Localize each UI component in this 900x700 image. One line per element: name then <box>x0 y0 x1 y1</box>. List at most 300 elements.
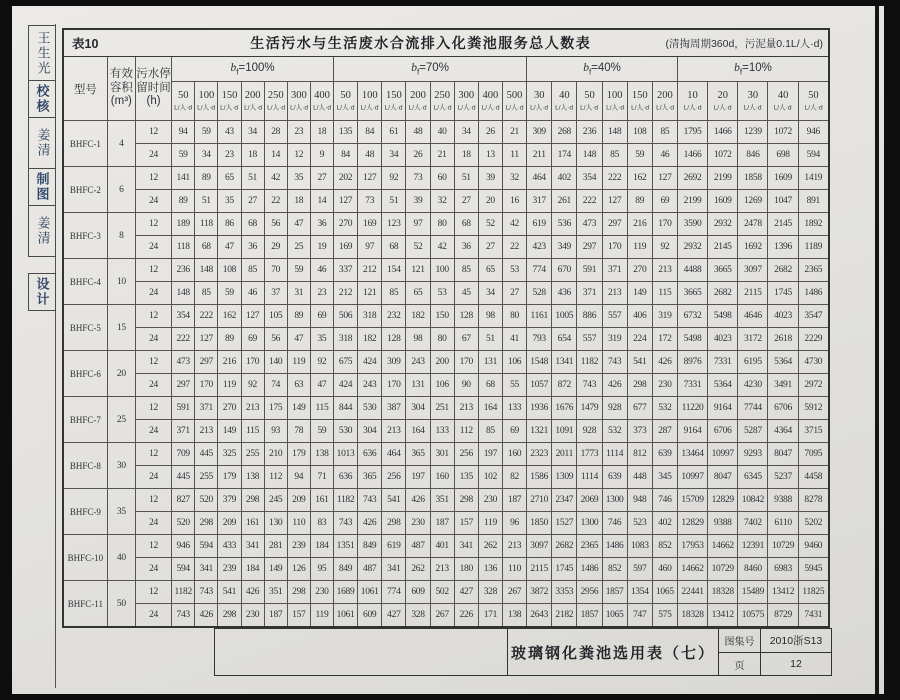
value-cell: 1083 <box>627 535 652 558</box>
value-cell: 18 <box>241 144 264 167</box>
value-cell: 59 <box>287 259 310 282</box>
value-cell: 59 <box>172 144 195 167</box>
value-cell: 52 <box>478 213 502 236</box>
value-cell: 172 <box>652 328 677 351</box>
value-cell: 39 <box>406 190 430 213</box>
value-cell: 232 <box>382 305 406 328</box>
value-cell: 13 <box>478 144 502 167</box>
col-header-model: 型号 <box>63 57 107 121</box>
rate-header: 150 L/人·d <box>218 82 241 121</box>
value-cell: 267 <box>430 604 454 628</box>
value-cell: 126 <box>287 558 310 581</box>
model-cell: BHFC-6 <box>63 351 107 397</box>
scan-edge-line <box>875 6 879 694</box>
value-cell: 32 <box>502 167 526 190</box>
value-cell: 34 <box>241 121 264 144</box>
value-cell: 1061 <box>334 604 358 628</box>
value-cell: 80 <box>430 328 454 351</box>
value-cell: 170 <box>652 213 677 236</box>
value-cell: 9388 <box>768 489 798 512</box>
value-cell: 1858 <box>738 167 768 190</box>
value-cell: 15489 <box>738 581 768 604</box>
value-cell: 426 <box>652 351 677 374</box>
hours-cell: 12 <box>135 167 171 190</box>
value-cell: 209 <box>287 489 310 512</box>
value-cell: 14 <box>310 190 333 213</box>
sidebar-signature-strip <box>28 26 54 311</box>
value-cell: 3491 <box>768 374 798 397</box>
value-cell: 2145 <box>768 213 798 236</box>
value-cell: 182 <box>406 305 430 328</box>
value-cell: 557 <box>602 305 627 328</box>
value-cell: 3590 <box>677 213 707 236</box>
value-cell: 59 <box>310 420 333 443</box>
value-cell: 53 <box>430 282 454 305</box>
value-cell: 96 <box>502 512 526 535</box>
model-cell: BHFC-3 <box>63 213 107 259</box>
value-cell: 14662 <box>708 535 738 558</box>
value-cell: 170 <box>195 374 218 397</box>
value-cell: 928 <box>577 420 602 443</box>
value-cell: 2199 <box>708 167 738 190</box>
value-cell: 354 <box>172 305 195 328</box>
value-cell: 852 <box>652 535 677 558</box>
volume-cell: 30 <box>107 443 135 489</box>
value-cell: 1692 <box>738 236 768 259</box>
value-cell: 2199 <box>677 190 707 213</box>
margin-label: 制图 <box>28 168 56 206</box>
value-cell: 5202 <box>798 512 829 535</box>
value-cell: 256 <box>382 466 406 489</box>
model-cell: BHFC-7 <box>63 397 107 443</box>
group-header: $b_f=10\%$ <box>677 57 829 82</box>
value-cell: 51 <box>241 167 264 190</box>
value-cell: 243 <box>406 351 430 374</box>
value-cell: 3097 <box>527 535 552 558</box>
value-cell: 1182 <box>334 489 358 512</box>
value-cell: 8047 <box>708 466 738 489</box>
value-cell: 371 <box>172 420 195 443</box>
value-cell: 118 <box>172 236 195 259</box>
value-cell: 93 <box>264 420 287 443</box>
value-cell: 406 <box>627 305 652 328</box>
value-cell: 138 <box>241 466 264 489</box>
value-cell: 532 <box>602 420 627 443</box>
value-cell: 127 <box>358 167 382 190</box>
value-cell: 36 <box>241 236 264 259</box>
value-cell: 7431 <box>798 604 829 628</box>
value-cell: 118 <box>195 213 218 236</box>
value-cell: 51 <box>195 190 218 213</box>
value-cell: 1745 <box>768 282 798 305</box>
value-cell: 317 <box>527 190 552 213</box>
value-cell: 946 <box>798 121 829 144</box>
value-cell: 222 <box>195 305 218 328</box>
value-cell: 213 <box>382 420 406 443</box>
value-cell: 1609 <box>768 167 798 190</box>
volume-cell: 6 <box>107 167 135 213</box>
value-cell: 2115 <box>738 282 768 305</box>
value-cell: 46 <box>310 259 333 282</box>
value-cell: 28 <box>264 121 287 144</box>
value-cell: 1586 <box>527 466 552 489</box>
value-cell: 187 <box>264 604 287 628</box>
value-cell: 591 <box>577 259 602 282</box>
value-cell: 213 <box>430 558 454 581</box>
value-cell: 2182 <box>552 604 577 628</box>
value-cell: 337 <box>334 259 358 282</box>
rate-header: 100 L/人·d <box>602 82 627 121</box>
value-cell: 135 <box>454 466 478 489</box>
value-cell: 2932 <box>708 213 738 236</box>
value-cell: 27 <box>502 282 526 305</box>
value-cell: 92 <box>310 351 333 374</box>
value-cell: 92 <box>382 167 406 190</box>
value-cell: 29 <box>264 236 287 259</box>
value-cell: 180 <box>454 558 478 581</box>
value-cell: 341 <box>195 558 218 581</box>
rate-header: 20 L/人·d <box>708 82 738 121</box>
value-cell: 4364 <box>768 420 798 443</box>
value-cell: 98 <box>406 328 430 351</box>
value-cell: 827 <box>172 489 195 512</box>
value-cell: 319 <box>652 305 677 328</box>
value-cell: 197 <box>478 443 502 466</box>
value-cell: 213 <box>195 420 218 443</box>
atlas-no-value: 2010浙S13 <box>769 635 823 647</box>
value-cell: 16 <box>502 190 526 213</box>
value-cell: 9388 <box>708 512 738 535</box>
value-cell: 5287 <box>738 420 768 443</box>
value-cell: 115 <box>652 282 677 305</box>
value-cell: 170 <box>454 351 478 374</box>
hours-cell: 12 <box>135 443 171 466</box>
value-cell: 10997 <box>708 443 738 466</box>
rate-header: 100 L/人·d <box>358 82 382 121</box>
value-cell: 162 <box>627 167 652 190</box>
value-cell: 3097 <box>738 259 768 282</box>
value-cell: 21 <box>502 121 526 144</box>
value-cell: 102 <box>478 466 502 489</box>
value-cell: 27 <box>478 236 502 259</box>
value-cell: 41 <box>502 328 526 351</box>
value-cell: 149 <box>264 558 287 581</box>
value-cell: 746 <box>652 489 677 512</box>
value-cell: 345 <box>652 466 677 489</box>
value-cell: 71 <box>310 466 333 489</box>
value-cell: 774 <box>527 259 552 282</box>
hours-cell: 24 <box>135 190 171 213</box>
value-cell: 1850 <box>527 512 552 535</box>
value-cell: 108 <box>218 259 241 282</box>
table-number: 表10 <box>72 37 99 51</box>
rate-header: 400 L/人·d <box>478 82 502 121</box>
value-cell: 74 <box>264 374 287 397</box>
value-cell: 85 <box>382 282 406 305</box>
value-cell: 245 <box>264 489 287 512</box>
value-cell: 123 <box>382 213 406 236</box>
value-cell: 354 <box>577 167 602 190</box>
value-cell: 1419 <box>798 167 829 190</box>
value-cell: 473 <box>577 213 602 236</box>
margin-signature: 姜清 <box>28 205 56 257</box>
model-cell: BHFC-10 <box>63 535 107 581</box>
value-cell: 402 <box>652 512 677 535</box>
value-cell: 7095 <box>798 443 829 466</box>
rate-header: 500 L/人·d <box>502 82 526 121</box>
value-cell: 179 <box>287 443 310 466</box>
volume-cell: 4 <box>107 121 135 167</box>
value-cell: 298 <box>241 489 264 512</box>
value-cell: 5912 <box>798 397 829 420</box>
rate-header: 100 L/人·d <box>195 82 218 121</box>
value-cell: 948 <box>627 489 652 512</box>
value-cell: 1479 <box>577 397 602 420</box>
value-cell: 619 <box>382 535 406 558</box>
value-cell: 1161 <box>527 305 552 328</box>
value-cell: 13412 <box>768 581 798 604</box>
value-cell: 200 <box>430 351 454 374</box>
value-cell: 747 <box>627 604 652 628</box>
value-cell: 210 <box>264 443 287 466</box>
value-cell: 3665 <box>708 259 738 282</box>
value-cell: 262 <box>478 535 502 558</box>
value-cell: 148 <box>602 121 627 144</box>
value-cell: 213 <box>502 535 526 558</box>
value-cell: 63 <box>287 374 310 397</box>
value-cell: 594 <box>798 144 829 167</box>
value-cell: 1065 <box>652 581 677 604</box>
value-cell: 212 <box>358 259 382 282</box>
value-cell: 68 <box>454 213 478 236</box>
value-cell: 149 <box>287 397 310 420</box>
value-cell: 609 <box>406 581 430 604</box>
value-cell: 65 <box>406 282 430 305</box>
value-cell: 445 <box>195 443 218 466</box>
value-cell: 9 <box>310 144 333 167</box>
value-cell: 473 <box>172 351 195 374</box>
value-cell: 216 <box>627 213 652 236</box>
value-cell: 160 <box>430 466 454 489</box>
value-cell: 1189 <box>798 236 829 259</box>
value-cell: 97 <box>406 213 430 236</box>
value-cell: 4458 <box>798 466 829 489</box>
volume-cell: 50 <box>107 581 135 628</box>
value-cell: 793 <box>527 328 552 351</box>
value-cell: 2643 <box>527 604 552 628</box>
hours-cell: 24 <box>135 374 171 397</box>
value-cell: 506 <box>334 305 358 328</box>
value-cell: 9164 <box>708 397 738 420</box>
value-cell: 197 <box>406 466 430 489</box>
value-cell: 222 <box>577 190 602 213</box>
value-cell: 743 <box>358 489 382 512</box>
value-cell: 135 <box>334 121 358 144</box>
value-cell: 106 <box>502 351 526 374</box>
value-cell: 8278 <box>798 489 829 512</box>
value-cell: 591 <box>172 397 195 420</box>
value-cell: 2682 <box>768 259 798 282</box>
hours-cell: 12 <box>135 489 171 512</box>
value-cell: 502 <box>430 581 454 604</box>
value-cell: 341 <box>241 535 264 558</box>
value-cell: 213 <box>602 282 627 305</box>
value-cell: 267 <box>502 581 526 604</box>
value-cell: 530 <box>334 420 358 443</box>
value-cell: 1548 <box>527 351 552 374</box>
rate-header: 200 L/人·d <box>652 82 677 121</box>
value-cell: 8976 <box>677 351 707 374</box>
value-cell: 37 <box>264 282 287 305</box>
value-cell: 230 <box>652 374 677 397</box>
value-cell: 7402 <box>738 512 768 535</box>
value-cell: 51 <box>454 167 478 190</box>
table-note: (清掏周期360d，污泥量0.1L/人·d) <box>665 37 823 50</box>
hours-cell: 12 <box>135 121 171 144</box>
value-cell: 1936 <box>527 397 552 420</box>
value-cell: 12829 <box>708 489 738 512</box>
value-cell: 487 <box>406 535 430 558</box>
value-cell: 1527 <box>552 512 577 535</box>
value-cell: 202 <box>334 167 358 190</box>
value-cell: 22 <box>502 236 526 259</box>
value-cell: 2682 <box>708 282 738 305</box>
value-cell: 121 <box>406 259 430 282</box>
value-cell: 427 <box>382 604 406 628</box>
value-cell: 1486 <box>577 558 602 581</box>
value-cell: 59 <box>627 144 652 167</box>
value-cell: 1676 <box>552 397 577 420</box>
value-cell: 26 <box>406 144 430 167</box>
value-cell: 161 <box>241 512 264 535</box>
value-cell: 169 <box>358 213 382 236</box>
title-block-blank-cell <box>215 629 508 675</box>
value-cell: 594 <box>195 535 218 558</box>
model-cell: BHFC-2 <box>63 167 107 213</box>
value-cell: 18 <box>310 121 333 144</box>
value-cell: 541 <box>382 489 406 512</box>
rate-header: 50 L/人·d <box>334 82 358 121</box>
value-cell: 10575 <box>738 604 768 628</box>
value-cell: 298 <box>218 604 241 628</box>
value-cell: 1061 <box>358 581 382 604</box>
table-title: 生活污水与生活废水合流排入化粪池服务总人数表 <box>250 35 592 51</box>
value-cell: 746 <box>602 512 627 535</box>
hours-cell: 24 <box>135 282 171 305</box>
value-cell: 928 <box>602 397 627 420</box>
value-cell: 12829 <box>677 512 707 535</box>
value-cell: 270 <box>334 213 358 236</box>
value-cell: 85 <box>241 259 264 282</box>
value-cell: 351 <box>430 489 454 512</box>
value-cell: 182 <box>358 328 382 351</box>
value-cell: 89 <box>627 190 652 213</box>
value-cell: 85 <box>602 144 627 167</box>
value-cell: 21 <box>430 144 454 167</box>
value-cell: 69 <box>652 190 677 213</box>
paper <box>12 6 884 694</box>
value-cell: 4730 <box>798 351 829 374</box>
value-cell: 45 <box>454 282 478 305</box>
rate-header: 250 L/人·d <box>430 82 454 121</box>
value-cell: 128 <box>382 328 406 351</box>
value-cell: 35 <box>218 190 241 213</box>
value-cell: 743 <box>195 581 218 604</box>
value-cell: 187 <box>430 512 454 535</box>
value-cell: 1321 <box>527 420 552 443</box>
value-cell: 1466 <box>677 144 707 167</box>
table-caption <box>63 29 829 57</box>
value-cell: 401 <box>430 535 454 558</box>
value-cell: 2011 <box>552 443 577 466</box>
value-cell: 162 <box>218 305 241 328</box>
value-cell: 105 <box>264 305 287 328</box>
value-cell: 184 <box>241 558 264 581</box>
value-cell: 14662 <box>677 558 707 581</box>
rate-header: 40 L/人·d <box>552 82 577 121</box>
value-cell: 140 <box>264 351 287 374</box>
value-cell: 115 <box>241 420 264 443</box>
value-cell: 426 <box>602 374 627 397</box>
margin-signature: 姜清 <box>28 117 56 169</box>
value-cell: 1486 <box>602 535 627 558</box>
value-cell: 464 <box>527 167 552 190</box>
value-cell: 8047 <box>768 443 798 466</box>
value-cell: 6732 <box>677 305 707 328</box>
value-cell: 2618 <box>768 328 798 351</box>
value-cell: 18 <box>454 144 478 167</box>
value-cell: 119 <box>478 512 502 535</box>
rate-header: 30 L/人·d <box>738 82 768 121</box>
value-cell: 743 <box>172 604 195 628</box>
value-cell: 297 <box>577 236 602 259</box>
rate-header: 50 L/人·d <box>577 82 602 121</box>
model-cell: BHFC-5 <box>63 305 107 351</box>
value-cell: 4023 <box>768 305 798 328</box>
value-cell: 243 <box>358 374 382 397</box>
hours-cell: 12 <box>135 535 171 558</box>
value-cell: 2145 <box>708 236 738 259</box>
value-cell: 148 <box>195 259 218 282</box>
value-cell: 341 <box>454 535 478 558</box>
value-cell: 448 <box>627 466 652 489</box>
value-cell: 251 <box>430 397 454 420</box>
rate-header: 150 L/人·d <box>382 82 406 121</box>
value-cell: 423 <box>527 236 552 259</box>
value-cell: 213 <box>652 259 677 282</box>
value-cell: 141 <box>172 167 195 190</box>
value-cell: 1857 <box>577 604 602 628</box>
value-cell: 34 <box>382 144 406 167</box>
value-cell: 67 <box>454 328 478 351</box>
value-cell: 5945 <box>798 558 829 581</box>
value-cell: 5498 <box>677 328 707 351</box>
value-cell: 10842 <box>738 489 768 512</box>
value-cell: 270 <box>218 397 241 420</box>
value-cell: 187 <box>502 489 526 512</box>
value-cell: 89 <box>287 305 310 328</box>
value-cell: 69 <box>241 328 264 351</box>
value-cell: 27 <box>454 190 478 213</box>
value-cell: 133 <box>502 397 526 420</box>
rate-header: 200 L/人·d <box>406 82 430 121</box>
value-cell: 89 <box>218 328 241 351</box>
value-cell: 1091 <box>552 420 577 443</box>
value-cell: 31 <box>287 282 310 305</box>
volume-cell: 10 <box>107 259 135 305</box>
value-cell: 65 <box>218 167 241 190</box>
margin-label: 校核 <box>28 80 56 118</box>
